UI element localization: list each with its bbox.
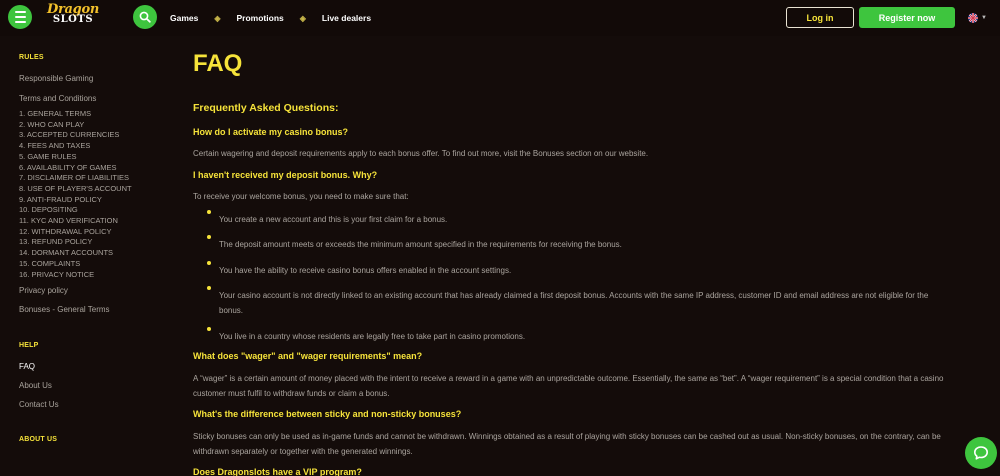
page-title: FAQ bbox=[193, 50, 243, 77]
sidebar-subitem[interactable]: 7. DISCLAIMER OF LIABILITIES bbox=[19, 173, 130, 183]
list-item: You live in a country whose residents are legally free to take part in casino promotions. bbox=[207, 329, 937, 344]
terms-sublist bbox=[19, 109, 132, 280]
sidebar-heading-help: HELP bbox=[19, 342, 39, 349]
logo-line1: Dragon bbox=[47, 2, 99, 17]
sidebar-item-bonuses-terms[interactable]: Bonuses - General Terms bbox=[19, 305, 110, 314]
main-nav bbox=[170, 0, 371, 36]
menu-icon-bar bbox=[15, 21, 26, 23]
sidebar-item-terms-conditions[interactable]: Terms and Conditions bbox=[19, 94, 97, 103]
login-button[interactable]: Log in bbox=[786, 7, 854, 28]
sidebar-subitem[interactable]: 2. WHO CAN PLAY bbox=[19, 119, 85, 129]
sidebar-item-responsible-gaming[interactable]: Responsible Gaming bbox=[19, 74, 94, 83]
sidebar-item-privacy-policy[interactable]: Privacy policy bbox=[19, 286, 68, 295]
faq-answer: A “wager” is a certain amount of money placed with the intent to receive a reward in a game with an unpredictable outcome. Essentially, the same as “bet”. A “wager requirement” is a special condition that a casino customer must fulfil to withdraw funds or claim a bonus. bbox=[193, 374, 944, 398]
sidebar-item-contact-us[interactable]: Contact Us bbox=[19, 400, 59, 409]
faq-question: What's the difference between sticky and non-sticky bonuses? bbox=[193, 409, 462, 419]
search-button[interactable] bbox=[133, 5, 157, 29]
sidebar-subitem[interactable]: 9. ANTI-FRAUD POLICY bbox=[19, 194, 102, 204]
sidebar-subitem[interactable]: 13. REFUND POLICY bbox=[19, 237, 93, 247]
logo-line2: SLOTS bbox=[52, 14, 94, 25]
faq-question: I haven't received my deposit bonus. Why? bbox=[193, 170, 378, 180]
dragonslots-logo[interactable] bbox=[44, 3, 102, 31]
faq-answer: Certain wagering and deposit requirements apply to each bonus offer. To find out more, visit the Bonuses section on our website. bbox=[193, 149, 649, 158]
sidebar-subitem[interactable]: 12. WITHDRAWAL POLICY bbox=[19, 226, 112, 236]
diamond-separator-icon: ◈ bbox=[299, 13, 306, 23]
sidebar-subitem[interactable]: 6. AVAILABILITY OF GAMES bbox=[19, 162, 117, 172]
sidebar-subitem[interactable]: 1. GENERAL TERMS bbox=[19, 109, 92, 118]
top-header bbox=[0, 0, 1000, 36]
faq-question: What does "wager" and "wager requirements" mean? bbox=[193, 351, 423, 361]
sidebar-subitem[interactable]: 15. COMPLAINTS bbox=[19, 258, 81, 268]
sidebar-heading-about: ABOUT US bbox=[19, 436, 58, 443]
sidebar-subitem[interactable]: 11. KYC AND VERIFICATION bbox=[19, 216, 118, 226]
list-item: The deposit amount meets or exceeds the minimum amount specified in the requirements for receiving the bonus. bbox=[207, 237, 937, 252]
menu-icon-bar bbox=[15, 11, 26, 13]
faq-question: How do I activate my casino bonus? bbox=[193, 127, 349, 137]
nav-games[interactable]: Games bbox=[170, 13, 199, 23]
sidebar-subitem[interactable]: 4. FEES AND TAXES bbox=[19, 141, 91, 151]
faq-subtitle: Frequently Asked Questions: bbox=[193, 102, 339, 114]
chat-support-button[interactable] bbox=[965, 437, 997, 469]
sidebar-subitem[interactable]: 3. ACCEPTED CURRENCIES bbox=[19, 130, 120, 140]
sidebar-subitem[interactable]: 14. DORMANT ACCOUNTS bbox=[19, 248, 114, 258]
diamond-separator-icon: ◈ bbox=[214, 13, 221, 23]
language-selector[interactable] bbox=[968, 12, 990, 24]
sidebar-heading-rules: RULES bbox=[19, 54, 44, 61]
search-icon bbox=[139, 11, 151, 23]
nav-live-dealers[interactable]: Live dealers bbox=[321, 13, 372, 23]
chat-bubble-icon bbox=[973, 445, 989, 461]
sidebar-subitem[interactable]: 8. USE OF PLAYER'S ACCOUNT bbox=[19, 183, 132, 193]
sidebar-item-faq[interactable]: FAQ bbox=[19, 362, 36, 371]
hamburger-menu-button[interactable] bbox=[8, 5, 32, 29]
register-button[interactable]: Register now bbox=[859, 7, 955, 28]
faq-answer: To receive your welcome bonus, you need to make sure that: bbox=[193, 192, 409, 201]
menu-icon-bar bbox=[15, 16, 26, 18]
faq-answer: Sticky bonuses can only be used as in-game funds and cannot be withdrawn. Winnings obtained as a result of playing with sticky bonuses can be cashed out as usual. Non-sticky bonuses, on the contrary, can be withdrawn separately or together with the generated winnings. bbox=[193, 432, 941, 456]
uk-flag-icon bbox=[968, 13, 978, 23]
list-item: You have the ability to receive casino bonus offers enabled in the account settings. bbox=[207, 263, 937, 278]
sidebar-item-about-us[interactable]: About Us bbox=[19, 381, 52, 390]
sidebar-subitem[interactable]: 10. DEPOSITING bbox=[19, 205, 78, 215]
nav-promotions[interactable]: Promotions bbox=[236, 13, 284, 23]
list-item: Your casino account is not directly linked to an existing account that has already claimed a first deposit bonus. Accounts with the same IP address, customer ID and email address are not eligible for the bonus. bbox=[207, 288, 937, 318]
list-item: You create a new account and this is your first claim for a bonus. bbox=[207, 212, 937, 227]
chevron-down-icon: ▼ bbox=[981, 15, 987, 21]
sidebar-subitem[interactable]: 16. PRIVACY NOTICE bbox=[19, 269, 95, 279]
sidebar-subitem[interactable]: 5. GAME RULES bbox=[19, 151, 77, 161]
faq-question: Does Dragonslots have a VIP program? bbox=[193, 467, 362, 476]
